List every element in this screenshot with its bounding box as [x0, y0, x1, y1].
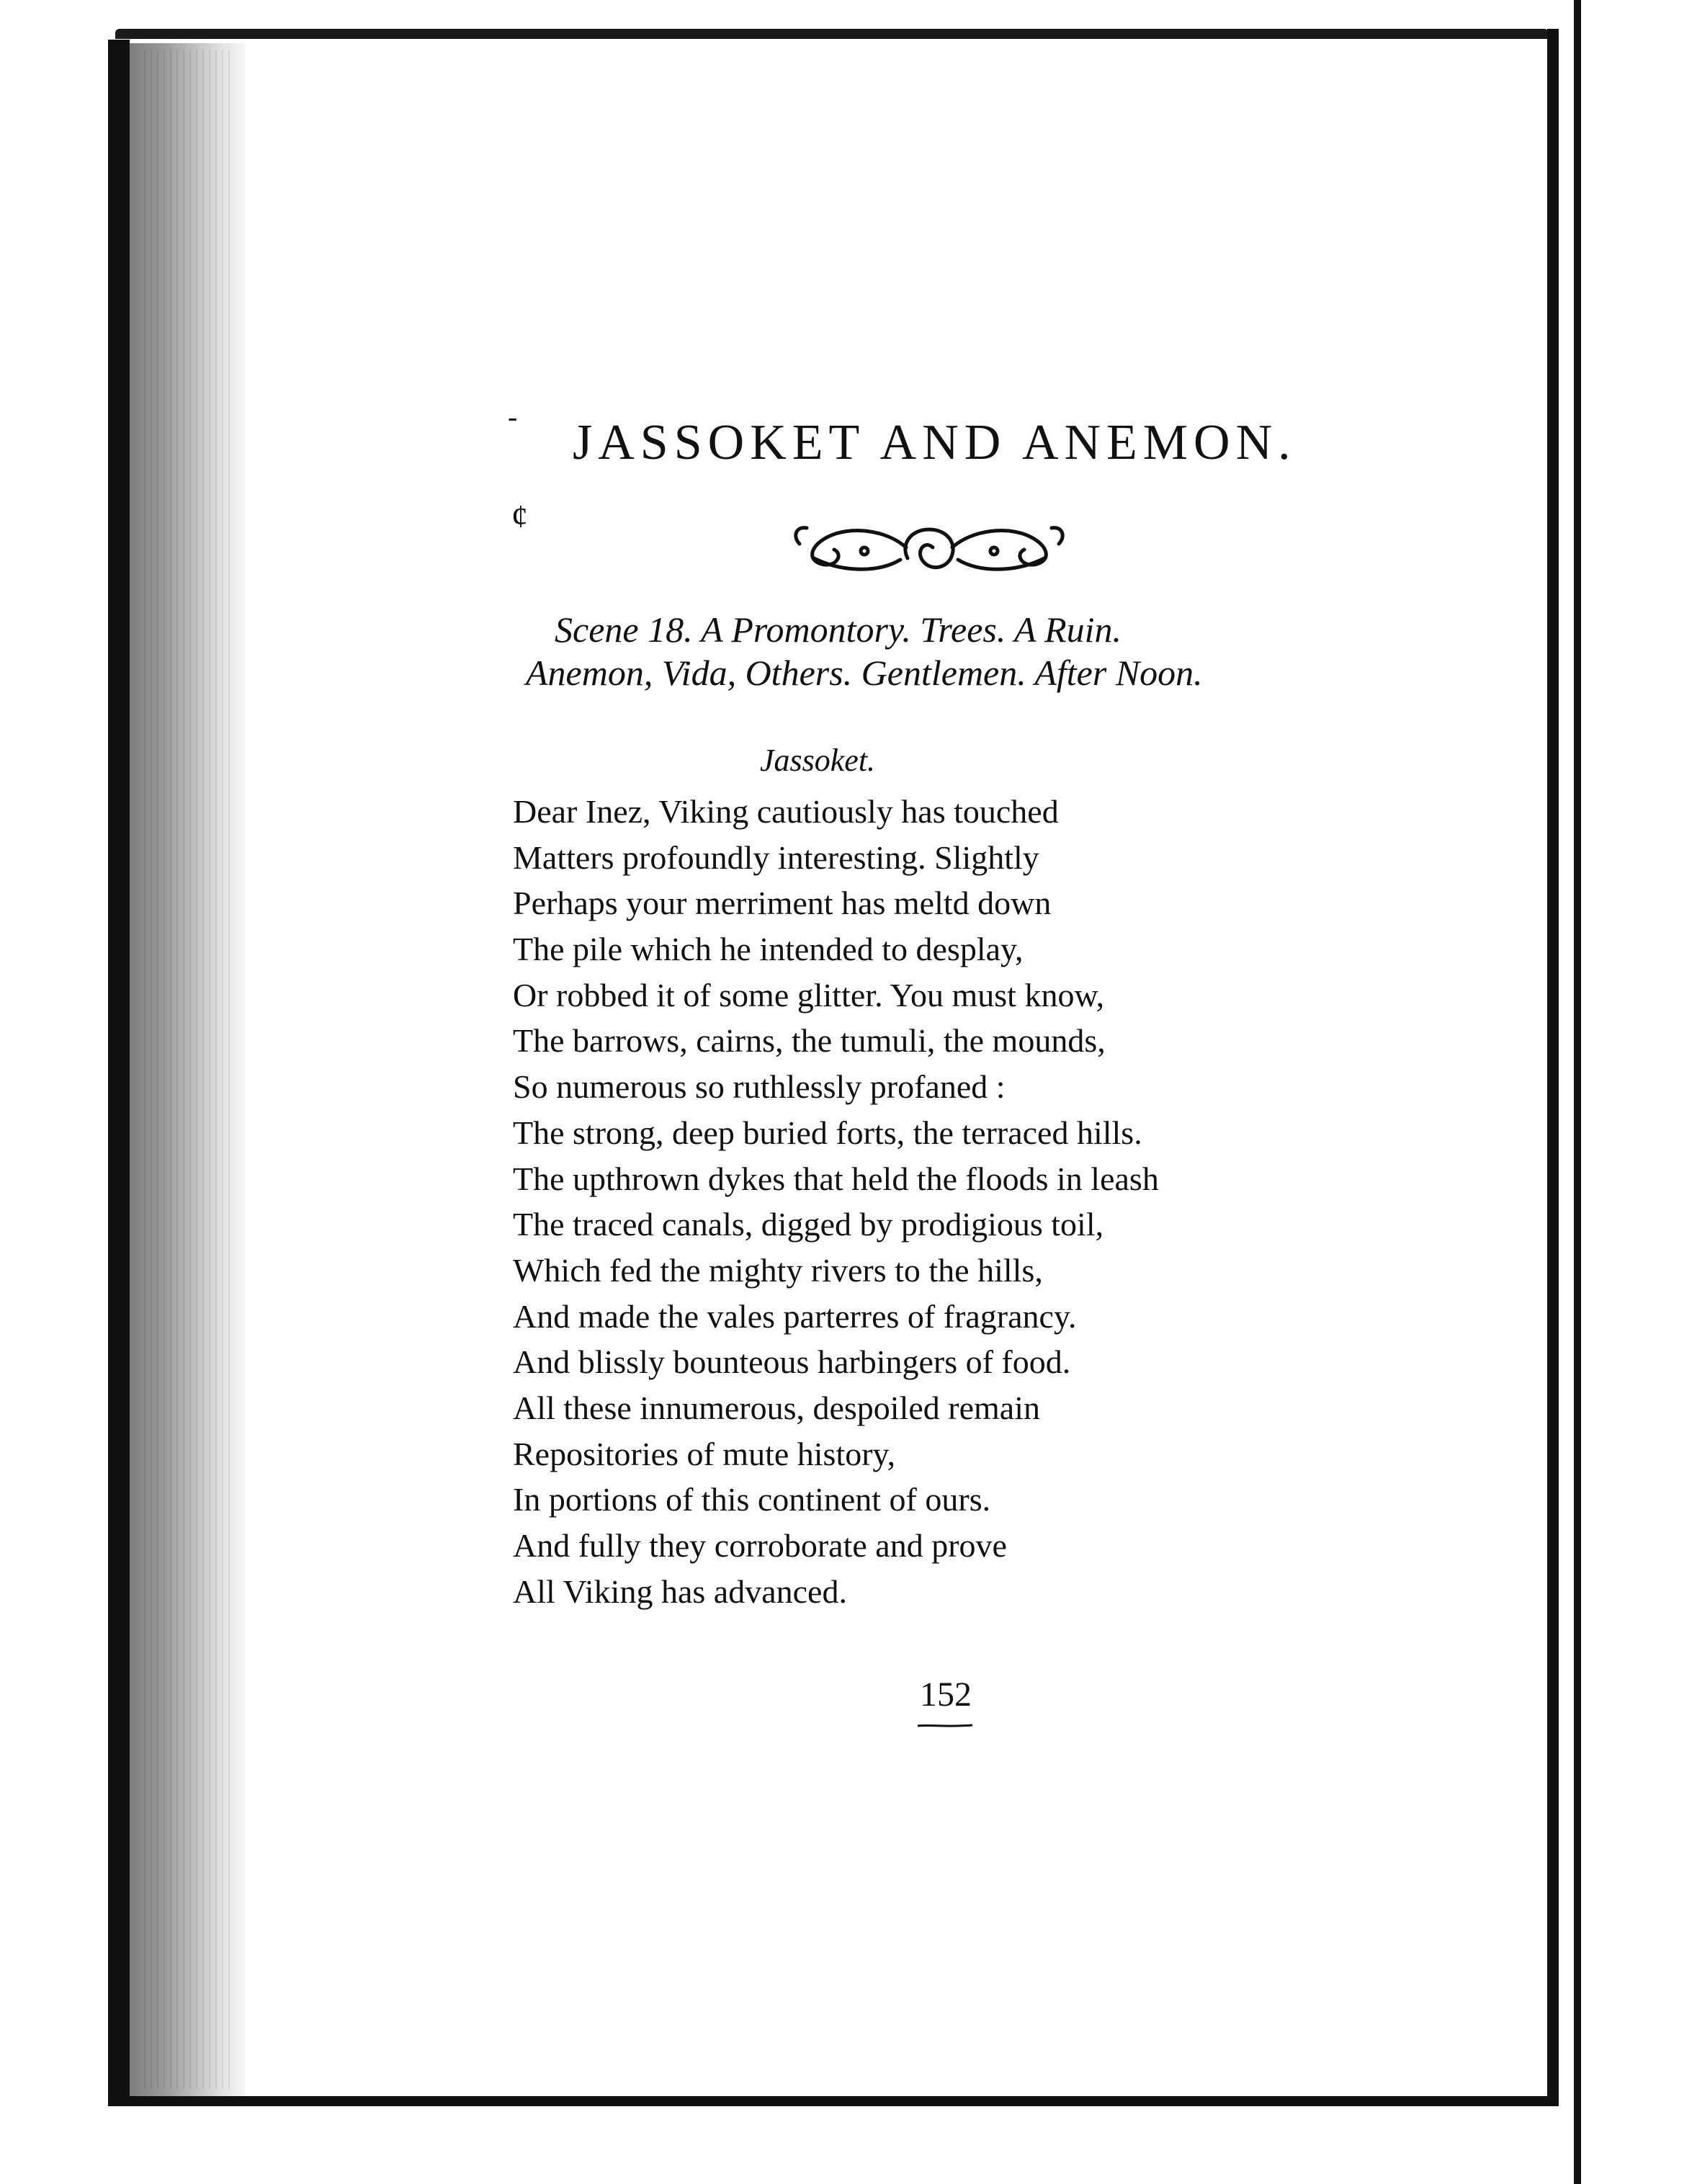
verse-line: In portions of this continent of ours.: [513, 1481, 991, 1518]
verse-line: So numerous so ruthlessly profaned :: [513, 1068, 1006, 1106]
verse-line: Or robbed it of some glitter. You must know,: [513, 976, 1105, 1013]
verse-line: All Viking has advanced.: [513, 1572, 847, 1610]
scene-characters: Anemon, Vida, Others. Gentlemen. After Noon.: [526, 653, 1203, 693]
book-bottom-edge: [108, 2096, 1559, 2106]
page-title: JASSOKET AND ANEMON.: [573, 415, 1297, 470]
verse-line: The upthrown dykes that held the floods in leash: [513, 1160, 1159, 1197]
page-number-underline-mark: [916, 1723, 974, 1729]
verse-line: The strong, deep buried forts, the terraced hills.: [513, 1114, 1142, 1151]
verse-line: The pile which he intended to desplay,: [513, 931, 1024, 968]
verse-line: The traced canals, digged by prodigious toil,: [513, 1206, 1104, 1243]
verse-line: And blissly bounteous harbingers of food.: [513, 1343, 1071, 1381]
verse-line: All these innumerous, despoiled remain: [513, 1389, 1041, 1426]
verse-line: The barrows, cairns, the tumuli, the mounds,: [513, 1022, 1106, 1060]
page-number: 152: [920, 1675, 972, 1714]
margin-hook-mark: ¢: [511, 498, 528, 534]
verse-line: And fully they corroborate and prove: [513, 1527, 1007, 1564]
ornament-flourish-icon: [785, 515, 1073, 580]
book-top-edge: [115, 29, 1549, 39]
margin-dash: -: [508, 400, 518, 433]
verse-block: [513, 789, 1449, 1614]
verse-line: Repositories of mute history,: [513, 1435, 896, 1472]
verse-line: Matters profoundly interesting. Slightly: [513, 838, 1039, 876]
speaker-name: Jassoket.: [760, 743, 876, 778]
verse-line: Perhaps your merriment has meltd down: [513, 885, 1052, 922]
book-right-edge: [1547, 29, 1559, 2103]
verse-line: And made the vales parterres of fragrancy.: [513, 1297, 1077, 1335]
page-stack-lines: [144, 50, 230, 2089]
verse-line: Dear Inez, Viking cautiously has touched: [513, 793, 1059, 830]
book-binding-strip: [108, 40, 130, 2100]
facing-page-edge: [1574, 0, 1581, 2184]
verse-line: Which fed the mighty rivers to the hills,: [513, 1251, 1043, 1289]
scene-heading: Scene 18. A Promontory. Trees. A Ruin.: [555, 609, 1122, 650]
